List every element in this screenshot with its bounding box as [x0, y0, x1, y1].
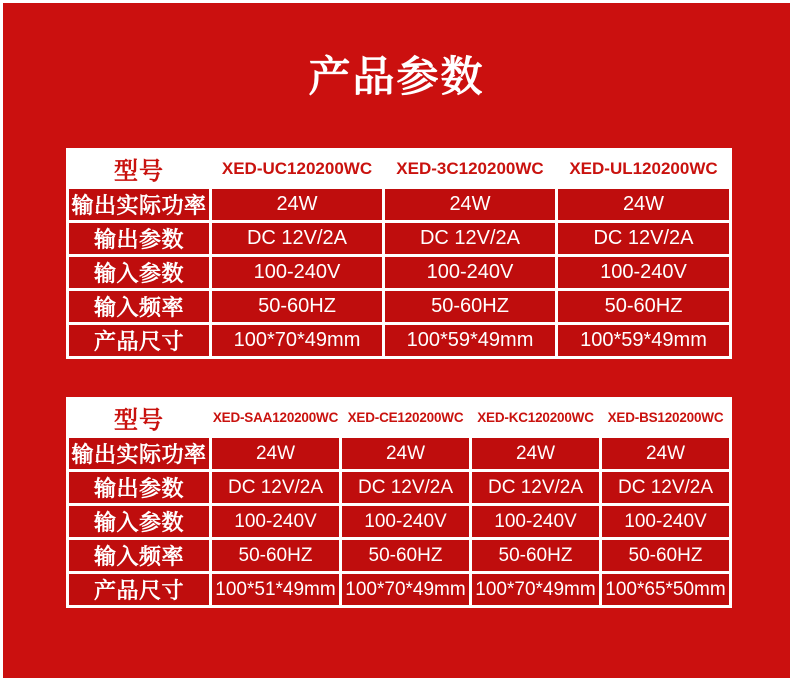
- spec-cell: DC 12V/2A: [385, 223, 555, 254]
- table1-row-output-power: [69, 189, 729, 220]
- spec-cell: 100-240V: [385, 257, 555, 288]
- spec-cell: 100*51*49mm: [212, 574, 339, 605]
- spec-cell: 100-240V: [602, 506, 729, 537]
- table1-row-product-size: [69, 325, 729, 356]
- spec-cell: DC 12V/2A: [602, 472, 729, 503]
- row-label: 输出实际功率: [69, 189, 209, 220]
- spec-cell: DC 12V/2A: [212, 472, 339, 503]
- spec-cell: 50-60HZ: [472, 540, 599, 571]
- spec-cell: 100*59*49mm: [558, 325, 729, 356]
- table2-row-input-params: [69, 506, 729, 537]
- table2-row-output-power: [69, 438, 729, 469]
- spec-cell: 24W: [558, 189, 729, 220]
- table1-row-output-params: [69, 223, 729, 254]
- row-label: 输入参数: [69, 257, 209, 288]
- spec-cell: 50-60HZ: [342, 540, 469, 571]
- spec-cell: 100-240V: [212, 257, 382, 288]
- spec-cell: DC 12V/2A: [558, 223, 729, 254]
- page-title: 产品参数: [308, 53, 485, 100]
- table2-row-input-frequency: [69, 540, 729, 571]
- table2-header-row: [69, 400, 729, 435]
- table1-header-row: [69, 151, 729, 186]
- spec-cell: 24W: [472, 438, 599, 469]
- spec-cell: 24W: [342, 438, 469, 469]
- spec-cell: 50-60HZ: [385, 291, 555, 322]
- row-label: 输出参数: [69, 472, 209, 503]
- spec-table-1: [66, 148, 732, 359]
- table2-model-header-label: 型号: [69, 400, 209, 435]
- spec-cell: 100-240V: [212, 506, 339, 537]
- spec-cell: 100-240V: [342, 506, 469, 537]
- spec-cell: 50-60HZ: [602, 540, 729, 571]
- spec-cell: DC 12V/2A: [472, 472, 599, 503]
- table1-model-name-1: XED-UC120200WC: [212, 151, 382, 186]
- spec-cell: 100*70*49mm: [472, 574, 599, 605]
- spec-cell: 50-60HZ: [212, 291, 382, 322]
- table2-model-name-4: XED-BS120200WC: [602, 400, 729, 435]
- spec-table-2: [66, 397, 732, 608]
- table2-model-name-3: XED-KC120200WC: [472, 400, 599, 435]
- spec-cell: 100*59*49mm: [385, 325, 555, 356]
- table1-model-name-2: XED-3C120200WC: [385, 151, 555, 186]
- spec-cell: DC 12V/2A: [212, 223, 382, 254]
- row-label: 输出参数: [69, 223, 209, 254]
- spec-cell: 100-240V: [558, 257, 729, 288]
- spec-cell: 100-240V: [472, 506, 599, 537]
- spec-cell: 50-60HZ: [212, 540, 339, 571]
- spec-cell: 24W: [212, 438, 339, 469]
- row-label: 输入频率: [69, 540, 209, 571]
- row-label: 产品尺寸: [69, 325, 209, 356]
- table2-row-output-params: [69, 472, 729, 503]
- table2-model-name-1: XED-SAA120200WC: [212, 400, 339, 435]
- row-label: 产品尺寸: [69, 574, 209, 605]
- row-label: 输入频率: [69, 291, 209, 322]
- spec-cell: 100*70*49mm: [212, 325, 382, 356]
- spec-cell: 100*65*50mm: [602, 574, 729, 605]
- spec-cell: 24W: [602, 438, 729, 469]
- table1-model-header-label: 型号: [69, 151, 209, 186]
- table2-model-name-2: XED-CE120200WC: [342, 400, 469, 435]
- table1-row-input-params: [69, 257, 729, 288]
- row-label: 输入参数: [69, 506, 209, 537]
- spec-cell: 50-60HZ: [558, 291, 729, 322]
- spec-cell: 100*70*49mm: [342, 574, 469, 605]
- table1-row-input-frequency: [69, 291, 729, 322]
- spec-cell: 24W: [212, 189, 382, 220]
- spec-cell: DC 12V/2A: [342, 472, 469, 503]
- spec-cell: 24W: [385, 189, 555, 220]
- row-label: 输出实际功率: [69, 438, 209, 469]
- table2-row-product-size: [69, 574, 729, 605]
- table1-model-name-3: XED-UL120200WC: [558, 151, 729, 186]
